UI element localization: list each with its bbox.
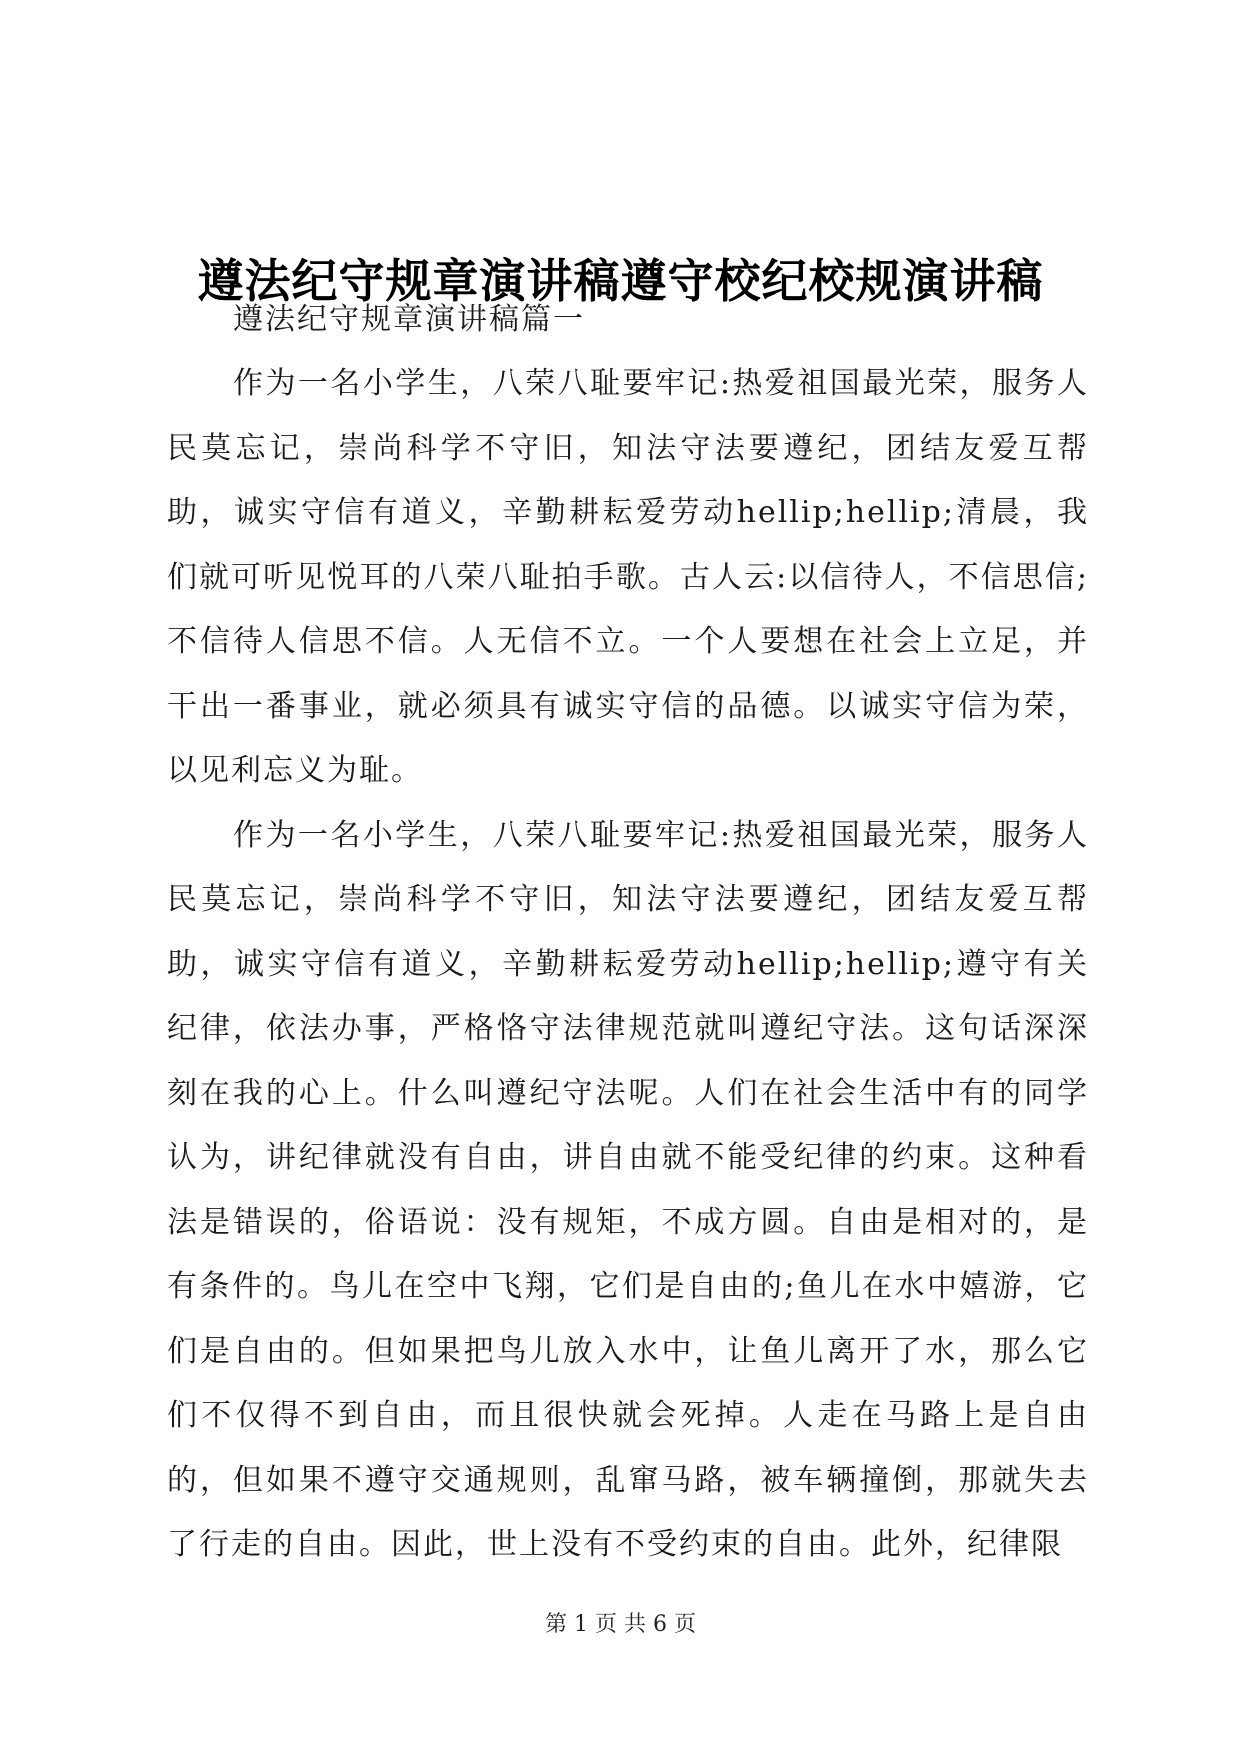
document-body	[167, 288, 1089, 1578]
page-footer: 第 1 页 共 6 页	[545, 1612, 696, 1637]
section-heading: 遵法纪守规章演讲稿篇一	[233, 302, 585, 337]
paragraph-1: 作为一名小学生，八荣八耻要牢记:热爱祖国最光荣，服务人民莫忘记，崇尚科学不守旧，知法守法要遵纪，团结友爱互帮助，诚实守信有道义，辛勤耕耘爱劳动hellip;hellip;清晨，我们就可听见悦耳的八荣八耻拍手歌。古人云:以信待人，不信思信;不信待人信思不信。人无信不立。一个人要想在社会上立足，并干出一番事业，就必须具有诚实守信的品德。以诚实守信为荣，以见利忘义为耻。	[167, 366, 1089, 788]
paragraph-2: 作为一名小学生，八荣八耻要牢记:热爱祖国最光荣，服务人民莫忘记，崇尚科学不守旧，知法守法要遵纪，团结友爱互帮助，诚实守信有道义，辛勤耕耘爱劳动hellip;hellip;遵守有关纪律，依法办事，严格恪守法律规范就叫遵纪守法。这句话深深刻在我的心上。什么叫遵纪守法呢。人们在社会生活中有的同学认为，讲纪律就没有自由，讲自由就不能受纪律的约束。这种看法是错误的，俗语说：没有规矩，不成方圆。自由是相对的，是有条件的。鸟儿在空中飞翔，它们是自由的;鱼儿在水中嬉游，它们是自由的。但如果把鸟儿放入水中，让鱼儿离开了水，那么它们不仅得不到自由，而且很快就会死掉。人走在马路上是自由的，但如果不遵守交通规则，乱窜马路，被车辆撞倒，那就失去了行走的自由。因此，世上没有不受约束的自由。此外，纪律限	[167, 817, 1089, 1562]
document-title: 遵法纪守规章演讲稿遵守校纪校规演讲稿	[197, 253, 1044, 308]
